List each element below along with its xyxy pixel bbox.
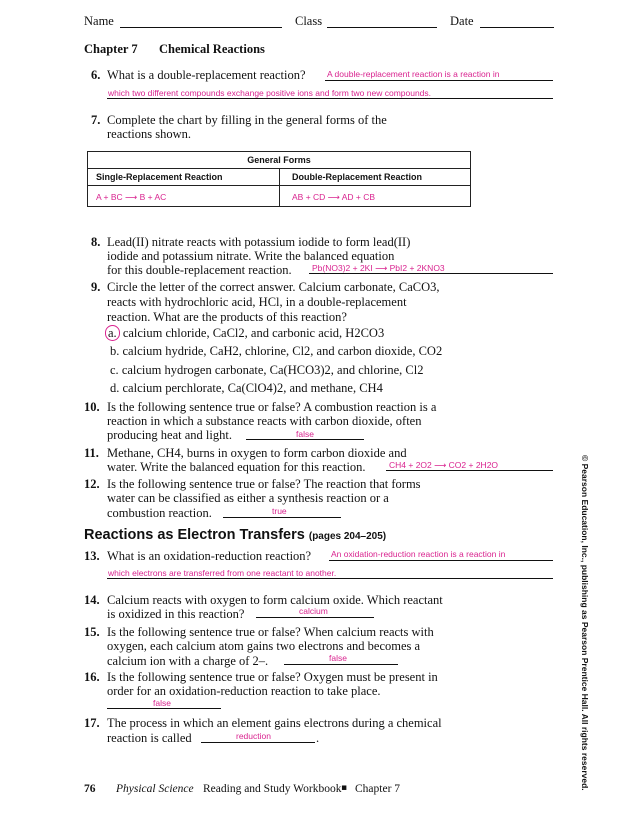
q9-option-a[interactable]: [105, 326, 384, 341]
q10-text-line1: Is the following sentence true or false? A combustion reaction is a: [107, 400, 437, 414]
date-field: [480, 27, 554, 28]
footer-chapter: Chapter 7: [355, 783, 401, 795]
class-label: Class: [295, 14, 323, 28]
chapter-number: Chapter 7: [84, 42, 138, 56]
q13-blank1: [329, 560, 553, 561]
date-label: Date: [450, 14, 474, 28]
q8-answer: Pb(NO3)2 + 2KI ⟶ PbI2 + 2KNO3: [312, 263, 445, 273]
q8-text-line3: for this double-replacement reaction.: [107, 263, 292, 277]
q14-text-line2: is oxidized in this reaction?: [107, 607, 245, 621]
q15-answer: false: [329, 653, 347, 663]
q6-number: 6.: [91, 68, 101, 82]
q6-blank1: [325, 80, 553, 81]
q12-answer: true: [272, 506, 287, 516]
q10-blank: [246, 439, 364, 440]
q11-text-line2: water. Write the balanced equation for this reaction.: [107, 460, 366, 474]
q11-text-line1: Methane, CH4, burns in oxygen to form carbon dioxide and: [107, 446, 407, 460]
section-title-text: Reactions as Electron Transfers: [84, 527, 305, 543]
table-cell-double-answer: [280, 186, 471, 207]
q9-option-c[interactable]: c. calcium hydrogen carbonate, Ca(HCO3)2, and chlorine, Cl2: [110, 363, 424, 377]
general-forms-table: [87, 151, 471, 207]
q9-text-line1: Circle the letter of the correct answer. Calcium carbonate, CaCO3,: [107, 280, 440, 294]
q9-text-line3: reaction. What are the products of this reaction?: [107, 310, 347, 324]
option-b-text: calcium hydride, CaH2, chlorine, Cl2, and carbon dioxide, CO2: [122, 344, 443, 358]
book-title-italic: Physical Science: [116, 783, 194, 795]
q13-number: 13.: [84, 549, 100, 563]
q17-blank: [201, 742, 315, 743]
option-d-text: calcium perchlorate, Ca(ClO4)2, and methane, CH4: [122, 381, 383, 395]
q10-text-line2: reaction in which a substance reacts with carbon dioxide, often: [107, 414, 422, 428]
q14-number: 14.: [84, 593, 100, 607]
q9-text-line2: reacts with hydrochloric acid, HCl, in a double-replacement: [107, 295, 407, 309]
q12-text-line2: water can be classified as either a synthesis reaction or a: [107, 491, 389, 505]
q13-answer-line1: An oxidation-reduction reaction is a reaction in: [331, 549, 506, 559]
section-pages: (pages 204–205): [308, 531, 387, 542]
q10-number: 10.: [84, 400, 100, 414]
section-title: [84, 527, 386, 543]
q10-text-line3: producing heat and light.: [107, 428, 232, 442]
table-header-double: Double-Replacement Reaction: [280, 169, 471, 186]
q15-blank: [284, 664, 398, 665]
table-cell-single-answer: [88, 186, 280, 207]
q7-text-line1: Complete the chart by filling in the general forms of the: [107, 113, 387, 127]
option-a-circle: a.: [105, 325, 120, 341]
name-label: Name: [84, 14, 114, 28]
q14-blank: [256, 617, 374, 618]
q12-blank: [223, 517, 341, 518]
bullet-icon: ▪: [341, 783, 348, 793]
q13-answer-line2: which electrons are transferred from one reactant to another.: [108, 568, 337, 578]
q15-text-line3: calcium ion with a charge of 2–.: [107, 654, 269, 668]
q14-answer: calcium: [299, 606, 328, 616]
copyright-notice: © Pearson Education, Inc., publishing as Pearson Prentice Hall. All rights reserved.: [580, 455, 590, 791]
q11-answer: CH4 + 2O2 ⟶ CO2 + 2H2O: [389, 460, 499, 470]
q17-text-line1: The process in which an element gains electrons during a chemical: [107, 716, 442, 730]
q11-blank: [386, 470, 553, 471]
q12-text-line3: combustion reaction.: [107, 506, 212, 520]
q12-number: 12.: [84, 477, 100, 491]
q13-text: What is an oxidation-reduction reaction?: [107, 549, 312, 563]
double-replacement-answer: AB + CD ⟶ AD + CB: [292, 192, 376, 202]
q16-number: 16.: [84, 670, 100, 684]
q17-period: .: [316, 731, 320, 745]
q12-text-line1: Is the following sentence true or false? The reaction that forms: [107, 477, 421, 491]
q16-answer: false: [153, 698, 171, 708]
q9-number: 9.: [91, 280, 101, 294]
q16-text-line2: order for an oxidation-reduction reaction to take place.: [107, 684, 381, 698]
table-header-single: Single-Replacement Reaction: [88, 169, 280, 186]
q8-text-line1: Lead(II) nitrate reacts with potassium iodide to form lead(II): [107, 235, 411, 249]
q6-answer-line1: A double-replacement reaction is a reaction in: [327, 69, 500, 79]
name-field: [120, 27, 282, 28]
q15-number: 15.: [84, 625, 100, 639]
q8-number: 8.: [91, 235, 101, 249]
q7-text-line2: reactions shown.: [107, 127, 192, 141]
q6-text: What is a double-replacement reaction?: [107, 68, 306, 82]
table-title: General Forms: [88, 152, 471, 169]
single-replacement-answer: A + BC ⟶ B + AC: [96, 192, 167, 202]
q14-text-line1: Calcium reacts with oxygen to form calcium oxide. Which reactant: [107, 593, 443, 607]
q16-text-line1: Is the following sentence true or false? Oxygen must be present in: [107, 670, 438, 684]
chapter-title: Chemical Reactions: [159, 42, 265, 56]
q17-answer: reduction: [236, 731, 271, 741]
q13-blank2: [107, 578, 553, 579]
book-title-rest: Reading and Study Workbook: [203, 783, 342, 795]
q16-blank: [107, 708, 221, 709]
option-a-text: calcium chloride, CaCl2, and carbonic acid, H2CO3: [122, 326, 385, 340]
option-c-text: calcium hydrogen carbonate, Ca(HCO3)2, and chlorine, Cl2: [121, 363, 424, 377]
q15-text-line1: Is the following sentence true or false? When calcium reacts with: [107, 625, 434, 639]
q9-option-d[interactable]: d. calcium perchlorate, Ca(ClO4)2, and methane, CH4: [110, 381, 383, 395]
page-number: 76: [84, 783, 96, 795]
q6-blank2: [107, 98, 553, 99]
q17-text-line2: reaction is called: [107, 731, 192, 745]
q6-answer-line2: which two different compounds exchange positive ions and form two new compounds.: [108, 88, 432, 98]
q8-blank: [309, 273, 553, 274]
q10-answer: false: [296, 429, 314, 439]
q7-number: 7.: [91, 113, 101, 127]
q11-number: 11.: [84, 446, 99, 460]
q17-number: 17.: [84, 716, 100, 730]
q8-text-line2: iodide and potassium nitrate. Write the balanced equation: [107, 249, 395, 263]
class-field: [327, 27, 437, 28]
q15-text-line2: oxygen, each calcium atom gains two electrons and becomes a: [107, 639, 421, 653]
q9-option-b[interactable]: b. calcium hydride, CaH2, chlorine, Cl2, and carbon dioxide, CO2: [110, 344, 443, 358]
